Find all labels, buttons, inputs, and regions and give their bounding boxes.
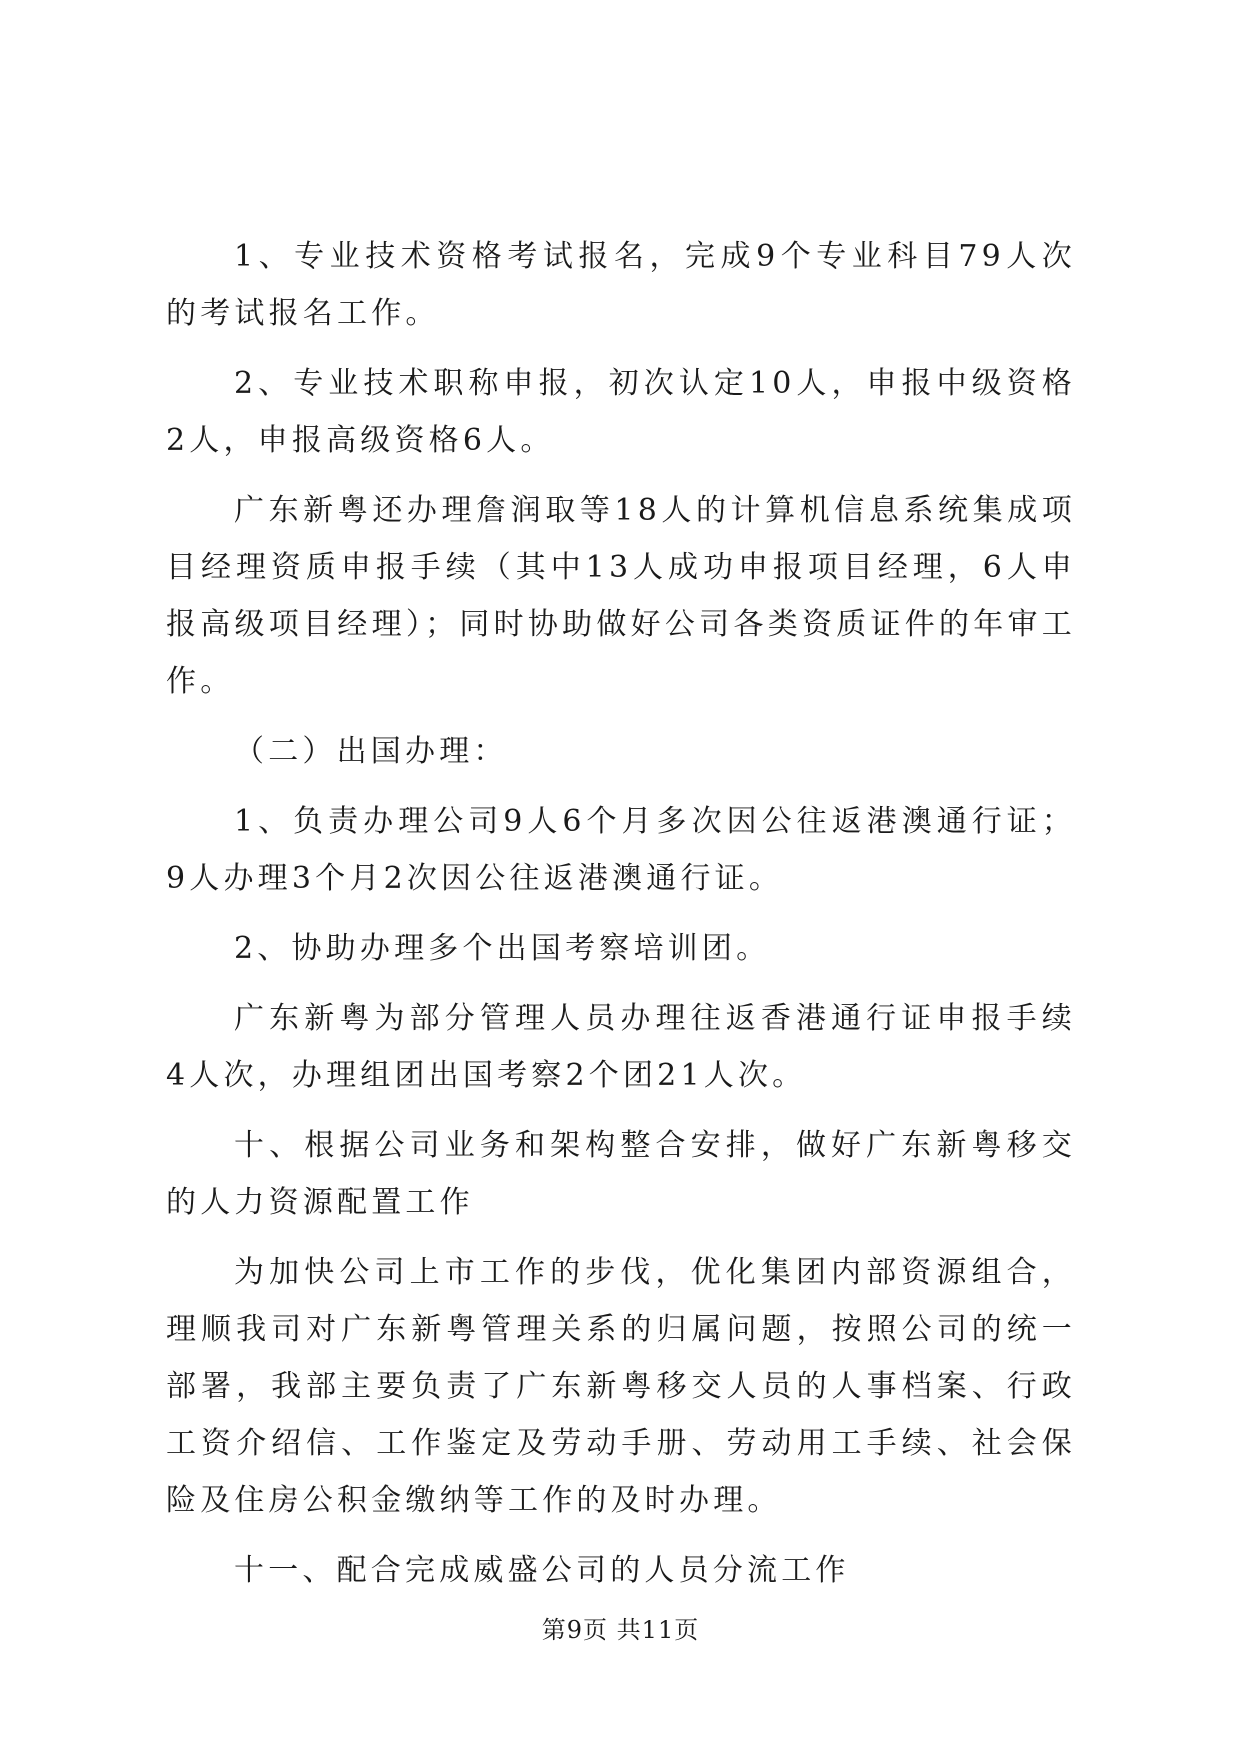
section-heading-eleven: 十一、配合完成威盛公司的人员分流工作 [234,1553,850,1588]
page-number-footer: 第9页 共11页 [541,1616,700,1644]
paragraph-title-application: 2、专业技术职称申报，初次认定10人，申报中级资格2人，申报高级资格6人。 [166,366,1076,458]
paragraph-transfer-details: 为加快公司上市工作的步伐，优化集团内部资源组合，理顺我司对广东新粤管理关系的归属问题，按照公司的统一部署，我部主要负责了广东新粤移交人员的人事档案、行政工资介绍信、工作鉴定及劳动手册、劳动用工手续、社会保险及住房公积金缴纳等工作的及时办理。 [166,1255,1076,1518]
paragraph-project-manager-qualification: 广东新粤还办理詹润取等18人的计算机信息系统集成项目经理资质申报手续（其中13人成功申报项目经理，6人申报高级项目经理）；同时协助做好公司各类资质证件的年审工作。 [166,493,1076,699]
section-heading-ten: 十、根据公司业务和架构整合安排，做好广东新粤移交的人力资源配置工作 [166,1128,1076,1220]
document-body [166,228,1076,1612]
paragraph-hk-macau-permits: 1、负责办理公司9人6个月多次因公往返港澳通行证；9人办理3个月2次因公往返港澳通行证。 [166,804,1076,896]
paragraph-hk-permit-summary: 广东新粤为部分管理人员办理往返香港通行证申报手续4人次，办理组团出国考察2个团21人次。 [166,1001,1076,1093]
paragraph-overseas-training: 2、协助办理多个出国考察培训团。 [234,931,771,966]
section-heading-overseas: （二）出国办理： [234,734,508,769]
paragraph-exam-registration: 1、专业技术资格考试报名，完成9个专业科目79人次的考试报名工作。 [166,239,1076,331]
